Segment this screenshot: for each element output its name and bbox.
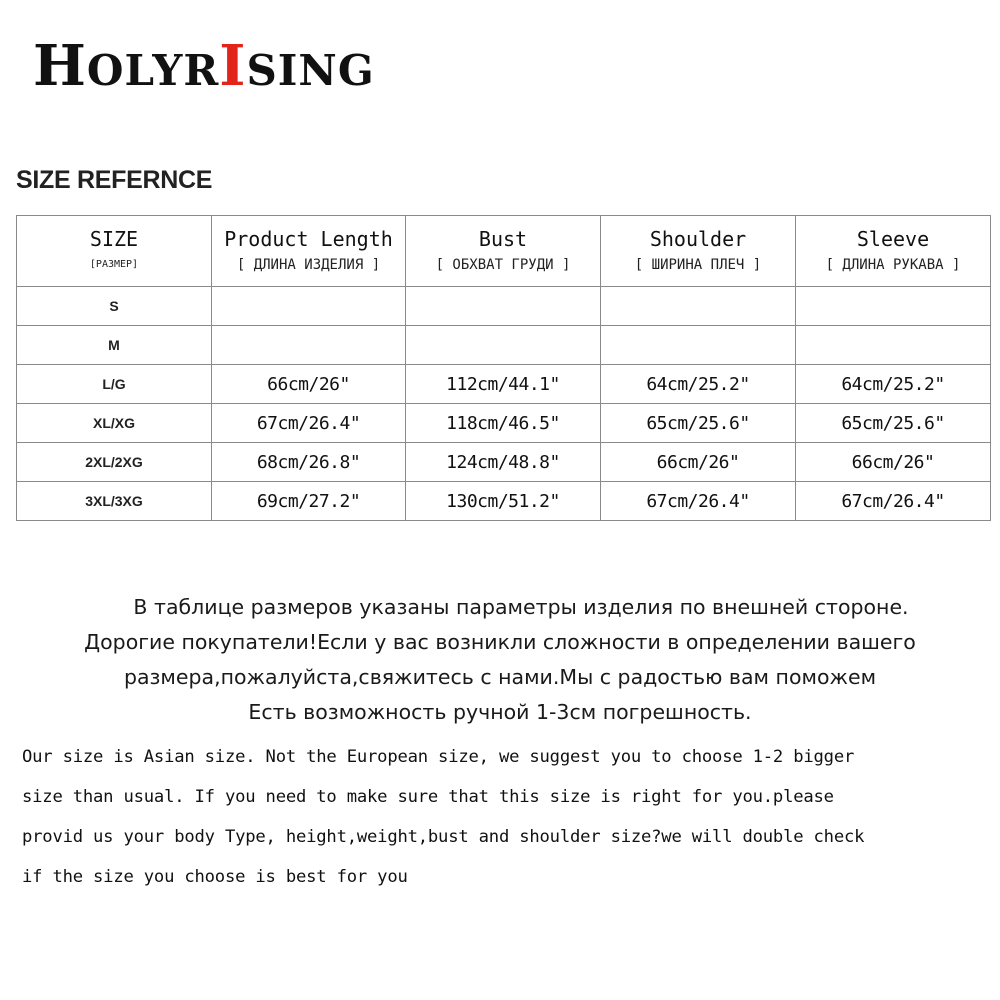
header-sublabel: [ ОБХВАТ ГРУДИ ] [435, 257, 571, 273]
table-row [17, 443, 991, 482]
header-shoulder [601, 216, 796, 287]
section-title: SIZE REFERNCE [16, 166, 213, 194]
header-sublabel: [ ДЛИНА РУКАВА ] [825, 257, 961, 273]
shoulder-cell: 65cm/25.6" [601, 404, 796, 443]
russian-note-line: Есть возможность ручной 1-3см погрешность. [248, 700, 752, 724]
logo-text-olyr: OLYR [86, 46, 220, 95]
russian-note [0, 590, 1000, 730]
shoulder-cell [601, 326, 796, 365]
table-row [17, 404, 991, 443]
bust-cell [406, 287, 601, 326]
table-row [17, 326, 991, 365]
size-cell: 3XL/3XG [17, 482, 212, 521]
logo-letter-i: I [219, 33, 247, 99]
sleeve-cell [796, 287, 991, 326]
bust-cell [406, 326, 601, 365]
header-sublabel: [РАЗМЕР] [89, 259, 139, 270]
table-row [17, 482, 991, 521]
english-note-line: provid us your body Type, height,weight,bust and shoulder size?we will double check [22, 827, 865, 847]
header-sleeve [796, 216, 991, 287]
shoulder-cell: 66cm/26" [601, 443, 796, 482]
sleeve-cell: 66cm/26" [796, 443, 991, 482]
length-cell [212, 287, 406, 326]
size-cell: S [17, 287, 212, 326]
length-cell: 68cm/26.8" [212, 443, 406, 482]
bust-cell: 112cm/44.1" [406, 365, 601, 404]
sleeve-cell: 65cm/25.6" [796, 404, 991, 443]
header-label: Product Length [224, 227, 393, 251]
size-cell: XL/XG [17, 404, 212, 443]
english-note [22, 737, 992, 897]
header-size [17, 216, 212, 287]
header-sublabel: [ ШИРИНА ПЛЕЧ ] [634, 257, 762, 273]
header-product-length [212, 216, 406, 287]
header-label: Sleeve [856, 227, 930, 251]
length-cell: 67cm/26.4" [212, 404, 406, 443]
sleeve-cell [796, 326, 991, 365]
table-row [17, 287, 991, 326]
header-sublabel: [ ДЛИНА ИЗДЕЛИЯ ] [236, 257, 381, 273]
logo-text-sing: SING [246, 46, 375, 95]
russian-note-line: размера,пожалуйста,свяжитесь с нами.Мы с радостью вам поможем [123, 665, 877, 689]
shoulder-cell: 64cm/25.2" [601, 365, 796, 404]
length-cell: 66cm/26" [212, 365, 406, 404]
table-header-row [17, 216, 991, 287]
russian-note-line: Дорогие покупатели!Если у вас возникли сложности в определении вашего [84, 630, 916, 654]
brand-logo [33, 33, 375, 99]
size-cell: L/G [17, 365, 212, 404]
size-table [16, 215, 991, 521]
header-label: Bust [478, 227, 528, 251]
logo-letter-h: H [33, 33, 87, 99]
table-row [17, 365, 991, 404]
sleeve-cell: 64cm/25.2" [796, 365, 991, 404]
shoulder-cell [601, 287, 796, 326]
bust-cell: 124cm/48.8" [406, 443, 601, 482]
length-cell [212, 326, 406, 365]
english-note-line: size than usual. If you need to make sure that this size is right for you.please [22, 787, 834, 807]
size-cell: 2XL/2XG [17, 443, 212, 482]
header-label: Shoulder [649, 227, 747, 251]
header-bust [406, 216, 601, 287]
length-cell: 69cm/27.2" [212, 482, 406, 521]
size-cell: M [17, 326, 212, 365]
english-note-line: if the size you choose is best for you [22, 867, 408, 887]
english-note-line: Our size is Asian size. Not the European size, we suggest you to choose 1-2 bigger [22, 747, 855, 767]
header-label: SIZE [89, 227, 139, 251]
sleeve-cell: 67cm/26.4" [796, 482, 991, 521]
bust-cell: 118cm/46.5" [406, 404, 601, 443]
bust-cell: 130cm/51.2" [406, 482, 601, 521]
shoulder-cell: 67cm/26.4" [601, 482, 796, 521]
russian-note-line: В таблице размеров указаны параметры изделия по внешней стороне. [133, 595, 909, 619]
